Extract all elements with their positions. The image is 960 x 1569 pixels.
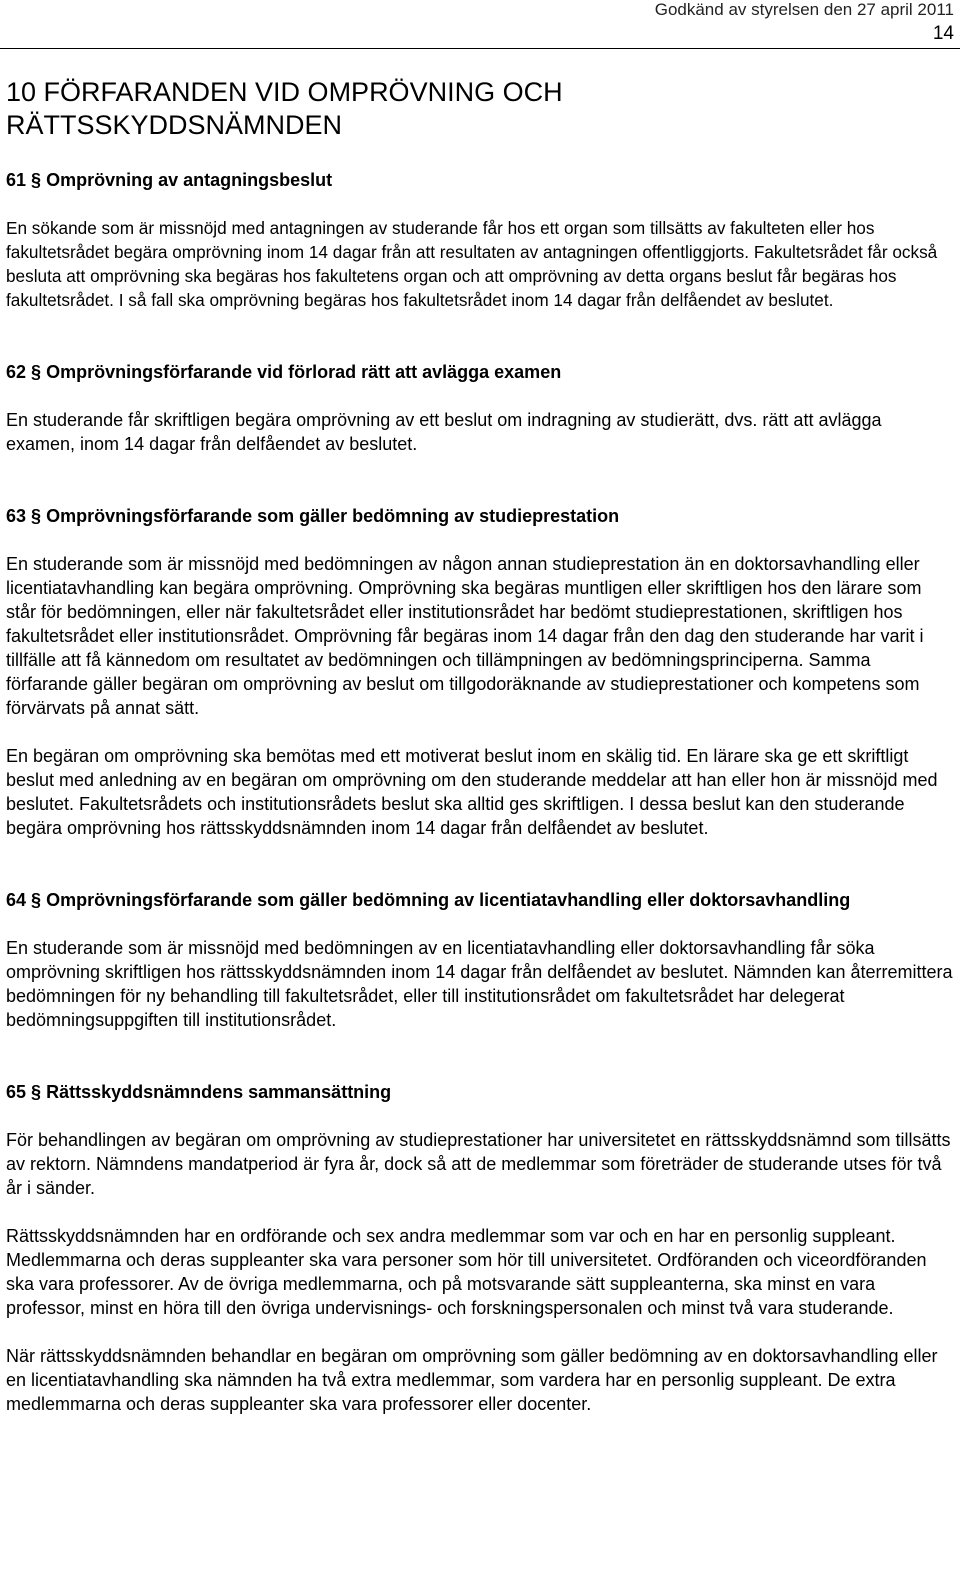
section-title: Omprövningsförfarande vid förlorad rätt att avlägga examen <box>46 362 562 382</box>
section-title: Omprövningsförfarande som gäller bedömning av licentiatavhandling eller doktorsavhandling <box>46 890 851 910</box>
section-title: Omprövningsförfarande som gäller bedömning av studieprestation <box>46 506 620 526</box>
section-number: 61 <box>6 170 27 190</box>
paragraph: När rättsskyddsnämnden behandlar en begäran om omprövning som gäller bedömning av en doktorsavhandling eller en licentiatavhandling ska nämnden ha två extra medlemmar, som vardera har en personlig suppleant. De extra medlemmarna och deras suppleanter ska vara professorer eller docenter. <box>6 1346 938 1414</box>
section-heading <box>6 504 954 528</box>
header-divider <box>0 48 960 49</box>
section-heading <box>6 888 954 912</box>
paragraph: En sökande som är missnöjd med antagningen av studerande får hos ett organ som tillsätts av fakulteten eller hos fakultetsrådet begära omprövning inom 14 dagar från att resultaten av antagningen offentliggjorts. Fakultetsrådet får också besluta att omprövning ska begäras hos fakultetens organ och att omprövning av detta organs beslut får begäras hos fakultetsrådet. I så fall ska omprövning begäras hos fakultetsrådet inom 14 dagar från delfåendet av beslutet. <box>6 218 938 310</box>
section-sign-icon: § <box>31 362 42 382</box>
paragraph: En studerande som är missnöjd med bedömningen av en licentiatavhandling eller doktorsavhandling får söka omprövning skriftligen hos rättsskyddsnämnden inom 14 dagar från delfåendet av beslutet. Nämnden kan återremittera bedömningen för ny behandling till fakultetsrådet, eller till institutionsrådet om fakultetsrådet har delegerat bedömningsuppgiften till institutionsrådet. <box>6 938 953 1030</box>
page-number: 14 <box>932 23 954 44</box>
document-body <box>6 168 954 1416</box>
section-number: 65 <box>6 1082 27 1102</box>
approval-note: Godkänd av styrelsen den 27 april 2011 <box>654 0 954 19</box>
paragraph: En studerande får skriftligen begära omprövning av ett beslut om indragning av studierätt, dvs. rätt att avlägga examen, inom 14 dagar från delfåendet av beslutet. <box>6 410 882 454</box>
paragraph: En studerande som är missnöjd med bedömningen av någon annan studieprestation än en doktorsavhandling eller licentiatavhandling kan begära omprövning. Omprövning ska begäras muntligen eller skriftligen hos den lärare som står för bedömningen, eller när fakultetsrådet eller institutionsrådet har bedömt studieprestationen, skriftligen hos fakultetsrådet eller institutionsrådet. Omprövning får begäras inom 14 dagar från den dag den studerande har varit i tillfälle att få kännedom om resultatet av bedömningen och tillämpningen av bedömningsprinciperna. Samma förfarande gäller begäran om omprövning av beslut om tillgodoräknande av studieprestationer och kompetens som förvärvats på annat sätt. <box>6 554 924 718</box>
chapter-title-line-1: 10 FÖRFARANDEN VID OMPRÖVNING OCH <box>6 77 563 107</box>
chapter-title-line-2: RÄTTSSKYDDSNÄMNDEN <box>6 110 343 140</box>
section-heading <box>6 360 954 384</box>
section-sign-icon: § <box>31 1082 42 1102</box>
section-62 <box>6 360 954 456</box>
section-sign-icon: § <box>31 890 42 910</box>
section-heading <box>6 168 954 192</box>
section-61 <box>6 168 954 312</box>
chapter-title <box>6 76 946 142</box>
section-heading <box>6 1080 954 1104</box>
section-64 <box>6 888 954 1032</box>
section-number: 62 <box>6 362 27 382</box>
paragraph: En begäran om omprövning ska bemötas med ett motiverat beslut inom en skälig tid. En lärare ska ge ett skriftligt beslut med anledning av en begäran om omprövning om den studerande meddelar att han eller hon är missnöjd med beslutet. Fakultetsrådets och institutionsrådets beslut ska alltid ges skriftligen. I dessa beslut kan den studerande begära omprövning hos rättsskyddsnämnden inom 14 dagar från delfåendet av beslutet. <box>6 746 938 838</box>
section-title: Omprövning av antagningsbeslut <box>46 170 333 190</box>
section-number: 63 <box>6 506 27 526</box>
section-title: Rättsskyddsnämndens sammansättning <box>46 1082 392 1102</box>
section-sign-icon: § <box>31 170 42 190</box>
section-65 <box>6 1080 954 1416</box>
section-63 <box>6 504 954 840</box>
section-number: 64 <box>6 890 27 910</box>
section-sign-icon: § <box>31 506 42 526</box>
paragraph: Rättsskyddsnämnden har en ordförande och sex andra medlemmar som var och en har en personlig suppleant. Medlemmarna och deras suppleanter ska vara personer som hör till universitetet. Ordföranden och viceordföranden ska vara professorer. Av de övriga medlemmarna, och på motsvarande sätt suppleanterna, ska minst en vara professor, minst en höra till den övriga undervisnings- och forskningspersonalen och minst två vara studerande. <box>6 1226 927 1318</box>
paragraph: För behandlingen av begäran om omprövning av studieprestationer har universitetet en rättsskyddsnämnd som tillsätts av rektorn. Nämndens mandatperiod är fyra år, dock så att de medlemmar som företräder de studerande utses för två år i sänder. <box>6 1130 951 1198</box>
